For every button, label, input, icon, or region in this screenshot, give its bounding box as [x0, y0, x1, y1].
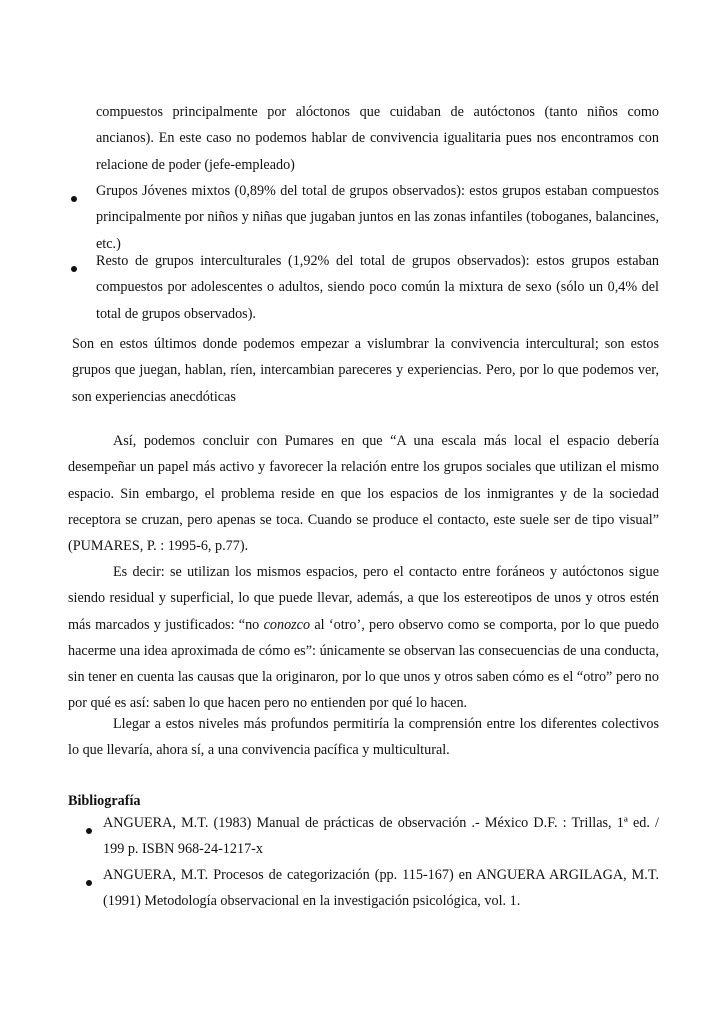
bibliography-entry: ANGUERA, M.T. (1983) Manual de prácticas de observación .- México D.F. : Trillas, 1ª ed. / 199 p. ISBN 968-24-1217-x: [103, 815, 659, 858]
bullet-marker: [86, 828, 92, 834]
bullet-marker: [71, 266, 77, 272]
bullet-item-resto-grupos: Resto de grupos interculturales (1,92% del total de grupos observados): estos grupos estaban compuestos por adolescentes o adultos, siendo poco común la mixtura de sexo (sólo un 0,4% del total de grupos observados).: [96, 253, 659, 322]
bullet-continuation: compuestos principalmente por alóctonos que cuidaban de autóctonos (tanto niños como ancianos). En este caso no podemos hablar de convivencia igualitaria pues nos encontramos con relacione de poder (jefe-empleado): [96, 104, 659, 173]
paragraph-es-decir-part2: al ‘otro’, pero observo como se comporta, por lo que puedo hacerme una idea aproximada de cómo es”: únicamente se observan las consecuencias de una conducta, sin tener en cuenta las causas que la originaron, por lo que unos y otros saben cómo es el “otro” pero no por qué es así: saben lo que hacen pero no entienden por qué lo hacen.: [68, 616, 659, 712]
bibliography-heading: Bibliografía: [68, 793, 141, 809]
bullet-item-grupos-mixtos: Grupos Jóvenes mixtos (0,89% del total de grupos observados): estos grupos estaban compuestos principalmente por niños y niñas que jugaban juntos en las zonas infantiles (toboganes, balancines, etc.): [96, 183, 659, 252]
paragraph-conclusion-pumares: Así, podemos concluir con Pumares en que “A una escala más local el espacio debería desempeñar un papel más activo y favorecer la relación entre los grupos sociales que utilizan el mismo espacio. Sin embargo, el problema reside en que los espacios de los inmigrantes y de la sociedad receptora se cruzan, pero apenas se toca. Cuando se produce el contacto, este suele ser de tipo visual” (PUMARES, P. : 1995-6, p.77).: [68, 433, 659, 555]
bullet-marker: [86, 880, 92, 886]
emphasis-conozco: conozco: [263, 616, 311, 633]
bullet-marker: [71, 196, 77, 202]
paragraph-llegar: Llegar a estos niveles más profundos permitiría la comprensión entre los diferentes colectivos lo que llevaría, ahora sí, a una convivencia pacífica y multicultural.: [68, 716, 659, 759]
paragraph-es-decir: [68, 559, 659, 717]
paragraph-es-decir-part1: Es decir: se utilizan los mismos espacios, pero el contacto entre foráneos y autóctonos sigue siendo residual y superficial, lo que puede llevar, además, a que los estereotipos de unos y otros estén más marcados y justificados: “no: [68, 564, 659, 633]
bibliography-entry: ANGUERA, M.T. Procesos de categorización (pp. 115-167) en ANGUERA ARGILAGA, M.T. (1991) Metodología observacional en la investigación psicológica, vol. 1.: [103, 867, 659, 910]
paragraph-ultimos: Son en estos últimos donde podemos empezar a vislumbrar la convivencia intercultural; son estos grupos que juegan, hablan, ríen, intercambian pareceres y experiencias. Pero, por lo que podemos ver, son experiencias anecdóticas: [72, 336, 659, 405]
